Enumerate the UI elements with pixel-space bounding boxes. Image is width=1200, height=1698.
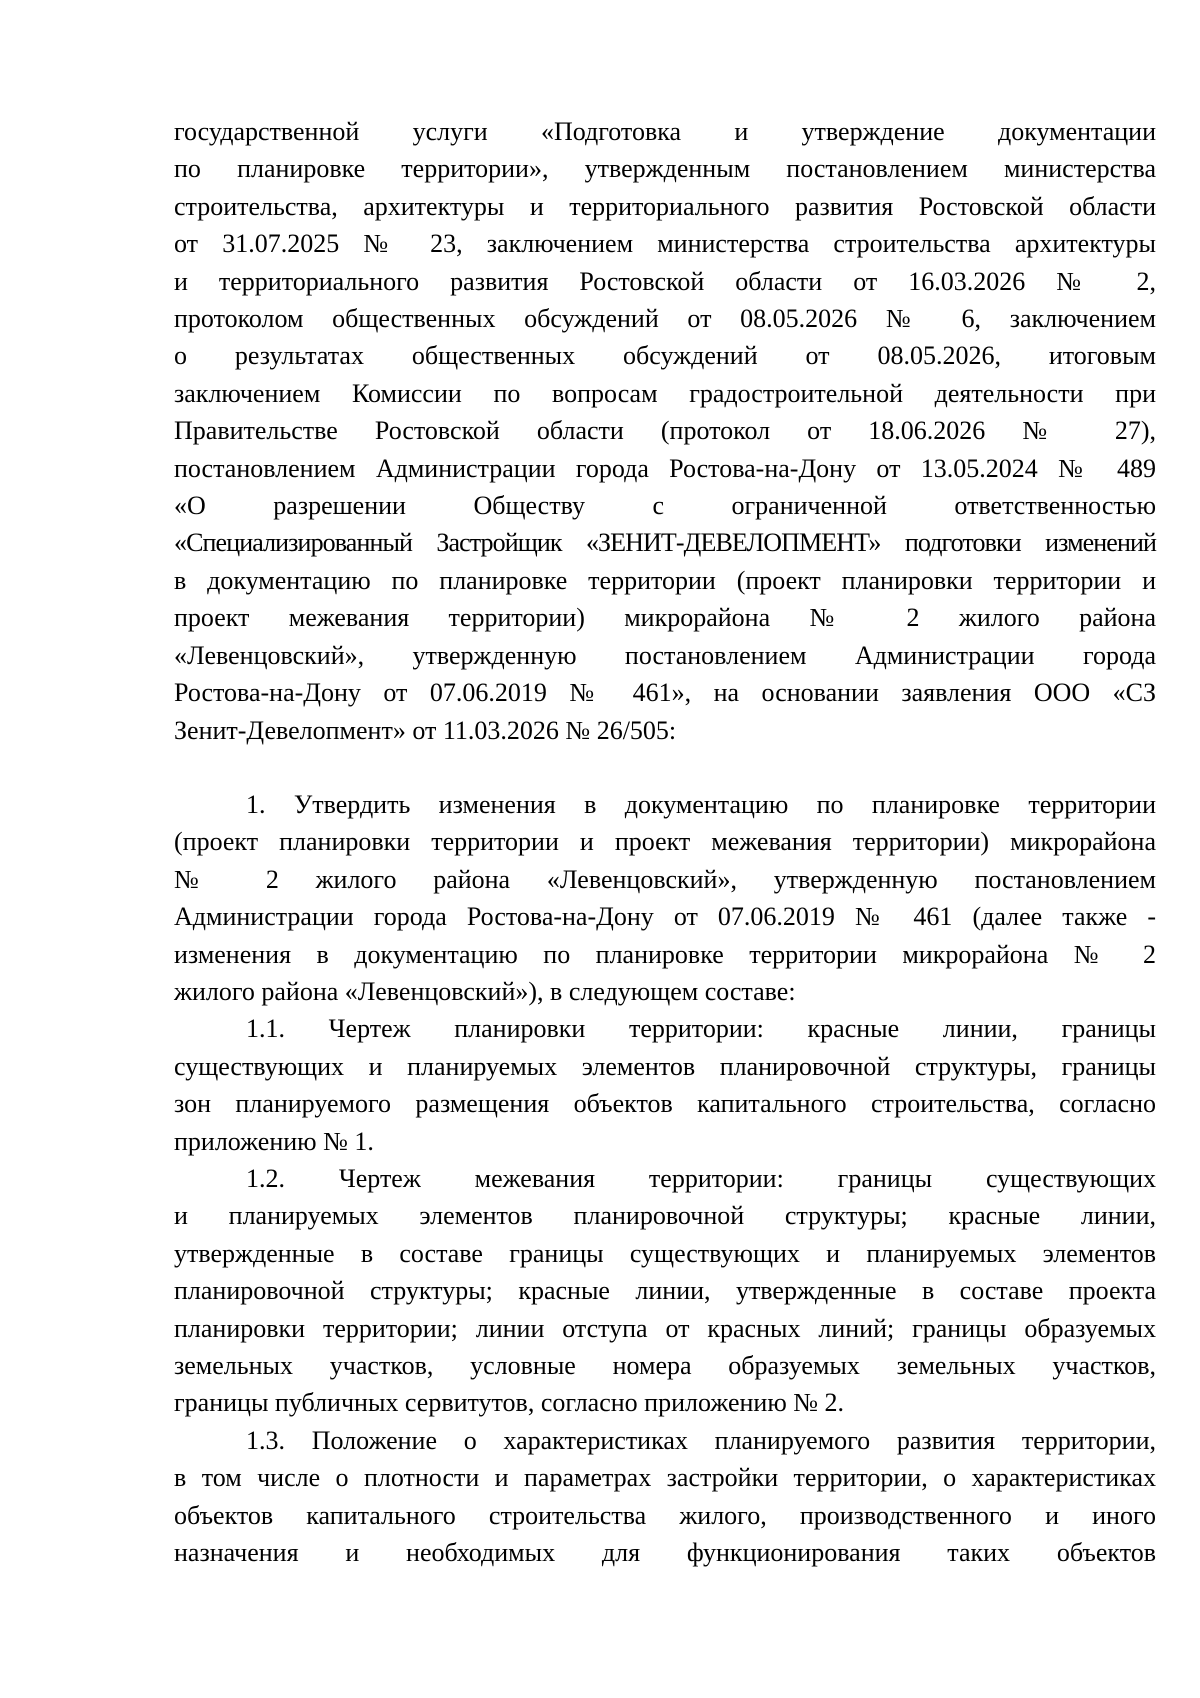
text-line: 1.3. Положение о характеристиках планируемого развития территории, bbox=[246, 1425, 1156, 1455]
item-1-1 bbox=[174, 1010, 1156, 1160]
text-line: по планировке территории», утвержденным постановлением министерства bbox=[174, 154, 1156, 184]
text-line: «Специализированный Застройщик «ЗЕНИТ-ДЕВЕЛОПМЕНТ» подготовки изменений bbox=[174, 528, 1156, 558]
text-line: № 2 жилого района «Левенцовский», утвержденную постановлением bbox=[174, 864, 1156, 894]
text-line: существующих и планируемых элементов планировочной структуры, границы bbox=[174, 1051, 1156, 1081]
text-line: 1. Утвердить изменения в документацию по планировке территории bbox=[246, 789, 1156, 819]
text-line: (проект планировки территории и проект межевания территории) микрорайона bbox=[174, 827, 1156, 857]
text-line: в том числе о плотности и параметрах застройки территории, о характеристиках bbox=[174, 1463, 1156, 1493]
text-line: планировочной структуры; красные линии, утвержденные в составе проекта bbox=[174, 1276, 1156, 1306]
text-line: в документацию по планировке территории (проект планировки территории и bbox=[174, 565, 1156, 595]
text-line: жилого района «Левенцовский»), в следующем составе: bbox=[174, 976, 796, 1006]
text-line: 1.2. Чертеж межевания территории: границы существующих bbox=[246, 1163, 1156, 1193]
text-line: Правительстве Ростовской области (протокол от 18.06.2026 № 27), bbox=[174, 416, 1156, 446]
text-line: границы публичных сервитутов, согласно приложению № 2. bbox=[174, 1388, 845, 1418]
text-line: постановлением Администрации города Ростова-на-Дону от 13.05.2024 № 489 bbox=[174, 453, 1156, 483]
text-line: земельных участков, условные номера образуемых земельных участков, bbox=[174, 1351, 1156, 1380]
text-line: «Левенцовский», утвержденную постановлением Администрации города bbox=[174, 640, 1156, 670]
intro-paragraph bbox=[174, 113, 1156, 749]
item-1-2 bbox=[174, 1160, 1156, 1422]
text-line: и планируемых элементов планировочной структуры; красные линии, bbox=[174, 1201, 1156, 1231]
text-line: государственной услуги «Подготовка и утверждение документации bbox=[174, 117, 1156, 146]
text-line: Администрации города Ростова-на-Дону от 07.06.2019 № 461 (далее также - bbox=[174, 902, 1156, 932]
paragraph-gap bbox=[174, 749, 1156, 786]
text-line: планировки территории; линии отступа от красных линий; границы образуемых bbox=[174, 1313, 1156, 1343]
text-line: «О разрешении Обществу с ограниченной ответственностью bbox=[174, 491, 1156, 521]
text-line: о результатах общественных обсуждений от 08.05.2026, итоговым bbox=[174, 341, 1156, 371]
text-line: утвержденные в составе границы существующих и планируемых элементов bbox=[174, 1238, 1156, 1268]
text-line: от 31.07.2025 № 23, заключением министерства строительства архитектуры bbox=[174, 229, 1156, 259]
text-line: изменения в документацию по планировке территории микрорайона № 2 bbox=[174, 939, 1156, 969]
text-line: Зенит-Девелопмент» от 11.03.2026 № 26/505: bbox=[174, 715, 677, 745]
item-1 bbox=[174, 786, 1156, 1010]
text-line: приложению № 1. bbox=[174, 1126, 374, 1156]
text-line: Ростова-на-Дону от 07.06.2019 № 461», на основании заявления ООО «СЗ bbox=[174, 678, 1156, 708]
item-1-3 bbox=[174, 1422, 1156, 1572]
document-body bbox=[174, 113, 1156, 1571]
text-line: зон планируемого размещения объектов капитального строительства, согласно bbox=[174, 1089, 1156, 1119]
text-line: заключением Комиссии по вопросам градостроительной деятельности при bbox=[174, 378, 1156, 408]
text-line: протоколом общественных обсуждений от 08.05.2026 № 6, заключением bbox=[174, 304, 1156, 334]
text-line: строительства, архитектуры и территориального развития Ростовской области bbox=[174, 191, 1156, 221]
text-line: проект межевания территории) микрорайона № 2 жилого района bbox=[174, 603, 1156, 633]
text-line: 1.1. Чертеж планировки территории: красные линии, границы bbox=[246, 1014, 1156, 1044]
text-line: назначения и необходимых для функционирования таких объектов bbox=[174, 1538, 1156, 1568]
text-line: и территориального развития Ростовской области от 16.03.2026 № 2, bbox=[174, 266, 1156, 296]
text-line: объектов капитального строительства жилого, производственного и иного bbox=[174, 1500, 1156, 1530]
